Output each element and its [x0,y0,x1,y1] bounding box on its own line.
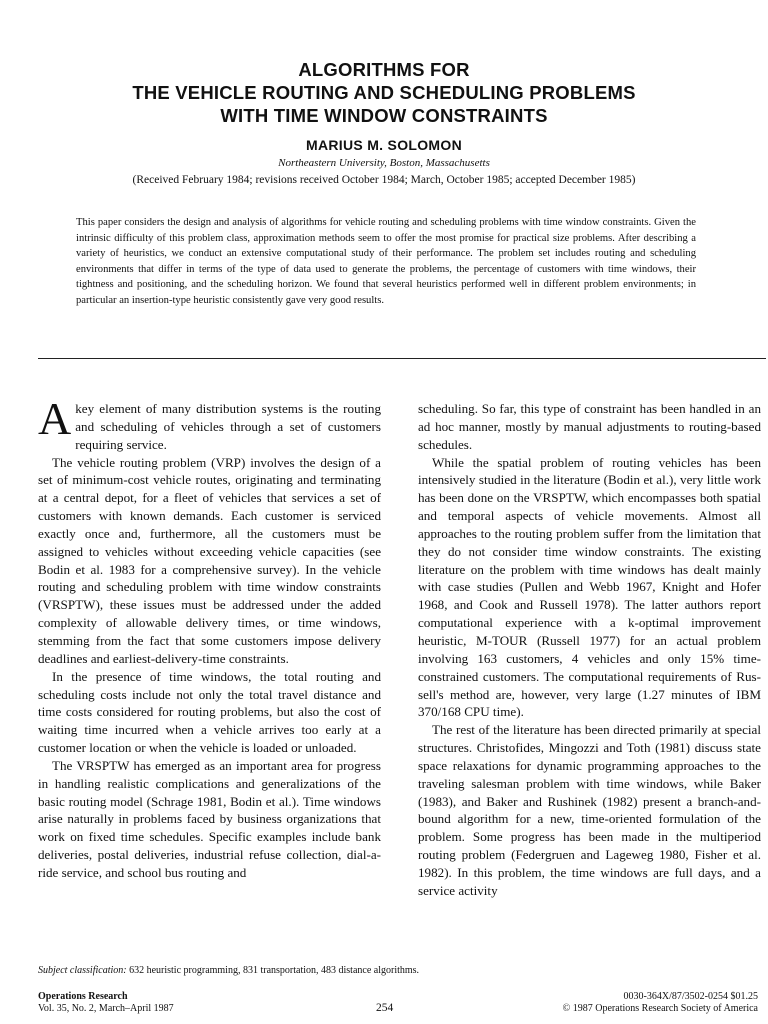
subject-classification [38,965,419,976]
copyright-notice: © 1987 Operations Research Society of America [562,1003,758,1014]
body-paragraph: The VRSPTW has emerged as an important area for progress in handling realistic complications and generalizations of the basic routing model (Schrage 1981, Bodin et al.). Time windows arise naturally in problems faced by business organizations that work on fixed time schedules. Specific examples include bank deliveries, postal deliveries, industrial refuse collection, dial-a-ride service, and school bus routing and [38,757,381,880]
body-paragraph: The rest of the literature has been directed primarily at special structures. Christofides, Mingozzi and Toth (1981) discuss state space relaxations for dynamic programming approaches to the traveling salesman problem with time windows, while Baker (1983), and Baker and Rushinek (1982) present a branch-and-bound algorithm for a new, time-oriented formulation of the problem. Some progress has been made in the multiperiod routing problem (Federgruen and Lageweg 1980, Fisher et al. 1982). In this problem, the time windows are full days, and a service activity [418,722,761,898]
paper-title-line-2: THE VEHICLE ROUTING AND SCHEDULING PROBLEMS [132,82,636,103]
paper-title-line-1: ALGORITHMS FOR [298,59,470,80]
body-paragraph: scheduling. So far, this type of constraint has been handled in an ad hoc manner, mostly by manual adjustments to routing-based schedules. [418,401,761,452]
copyright-info [563,991,758,1015]
paper-title-line-3: WITH TIME WINDOW CONSTRAINTS [220,105,548,126]
journal-info [38,991,174,1015]
body-paragraph [38,393,381,454]
abstract: This paper considers the design and analysis of algorithms for vehicle routing and scheduling problems with time window constraints. Given the intrinsic difficulty of this problem class, approximation methods seem to offer the most promise for practical size problems. After describing a variety of heuristics, we conduct an extensive computational study of their performance. The problem set includes routing and scheduling environments that differ in terms of the type of data used to generate the problems, the percentage of customers with time windows, their tightness and positioning, and the scheduling horizon. We found that several heuristics performed well in different problem environments; in particular an insertion-type heuristic consistently gave very good results. [76,217,696,306]
subject-classification-label: Subject classification: [38,965,127,976]
title-block [0,58,768,186]
page-number: 254 [376,1002,394,1014]
journal-volume: Vol. 35, No. 2, March–April 1987 [38,1003,174,1014]
body-paragraph: In the presence of time windows, the total routing and scheduling costs include not only the total travel distance and time costs considered for routing problems, but also the cost of waiting time incurred when a vehicle arrives too early at a customer location or when the vehicle is loaded or unloaded. [38,668,381,756]
right-column [418,400,761,900]
body-paragraph-text: key element of many distribution systems is the routing and scheduling of vehicles through a set of customers requiring service. [75,401,381,452]
author-name: MARIUS M. SOLOMON [306,137,462,153]
article-code: 0030-364X/87/3502-0254 $01.25 [623,991,758,1002]
body-paragraph: The vehicle routing problem (VRP) involves the design of a set of minimum-cost vehicle routes, originating and terminating at a central depot, for a fleet of vehicles that services a set of customers with known demands. Each customer is serviced exactly once and, furthermore, all the customers must be assigned to vehicles without exceeding vehicle capacities (see Bodin et al. 1983 for a comprehensive survey). In the vehicle routing and scheduling problem with time window constraints (VRSPTW), these issues must be addressed under the added complexity of allowable delivery times, or time windows, stemming from the fact that some customers impose delivery deadlines and earliest-delivery-time constraints. [38,454,381,666]
left-column [38,393,381,882]
section-divider [38,358,766,359]
body-paragraph: While the spatial problem of routing vehicles has been intensively studied in the literature (Bodin et al.), very little work has been done on the VRSPTW, which encompasses both spatial and temporal aspects of vehicle movements. Almost all approaches to the routing problem suffer from the limitation that they do not consider time window constraints. The existing literature on the problem with time windows has dealt mainly with case studies (Pullen and Webb 1967, Knight and Hofer 1968, and Cook and Russell 1978). The latter authors report computational experience with a k-optimal improvement heuristic, M-TOUR (Russell 1977) for an actual problem involving 163 customers, 4 vehicles and only 15% time-constrained customers. The computational requirements of Russell's method are, however, very large (1.27 minutes of IBM 370/168 CPU time). [418,454,761,720]
received-dates: (Received February 1984; revisions received October 1984; March, October 1985; accepted December 1985) [132,174,636,186]
drop-cap: A [38,393,72,444]
author-affiliation: Northeastern University, Boston, Massachusetts [278,157,490,169]
journal-name: Operations Research [38,991,128,1002]
subject-classification-text: 632 heuristic programming, 831 transportation, 483 distance algorithms. [126,965,420,976]
